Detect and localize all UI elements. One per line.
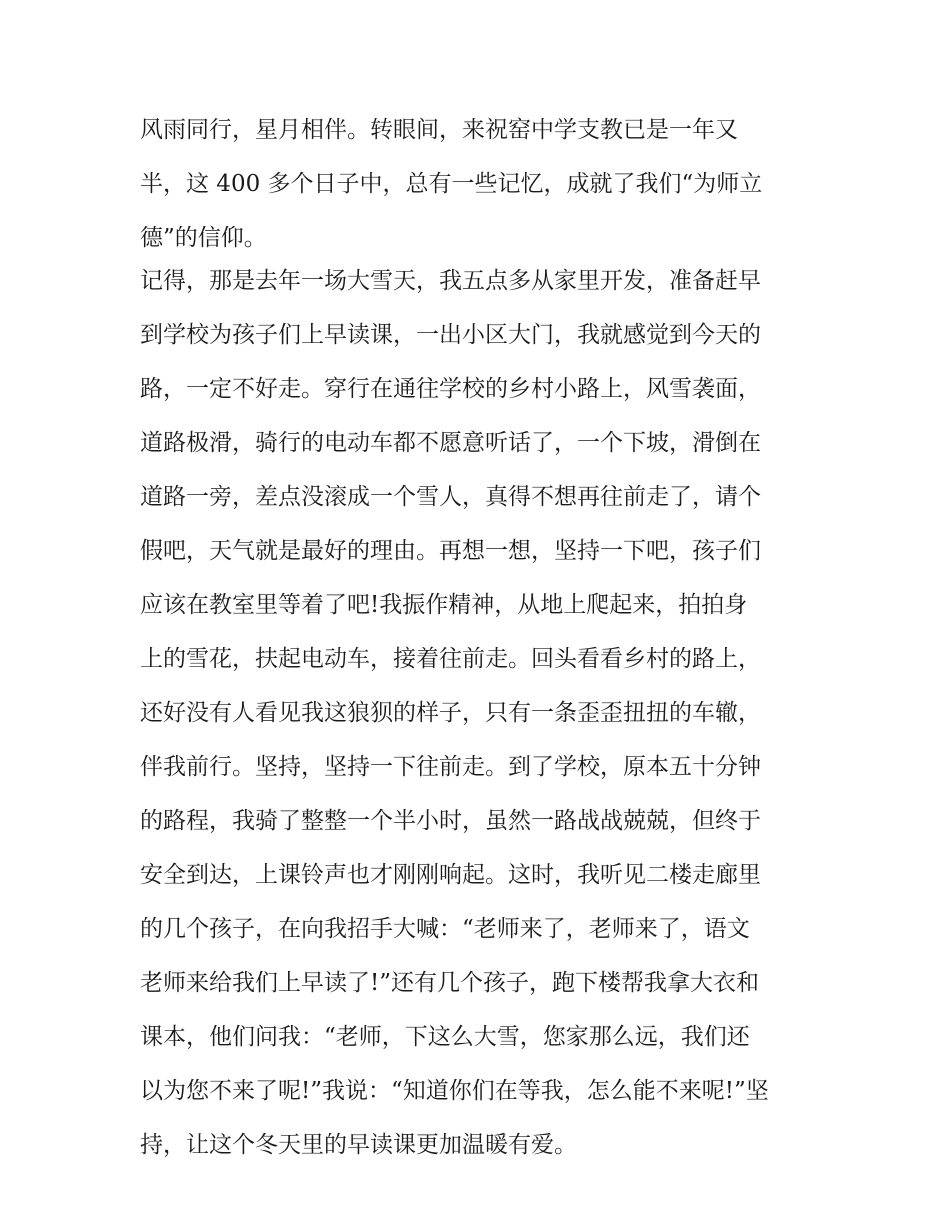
text-line: 安全到达，上课铃声也才刚刚响起。这时，我听见二楼走廊里 [140, 862, 761, 888]
text-line: 半，这 400 多个日子中，总有一些记忆，成就了我们“为师立 [140, 171, 763, 197]
text-line: 道路一旁，差点没滚成一个雪人，真得不想再往前走了，请个 [140, 484, 761, 510]
text-line: 假吧，天气就是最好的理由。再想一想，坚持一下吧，孩子们 [140, 538, 761, 564]
text-line: 路，一定不好走。穿行在通往学校的乡村小路上，风雪袭面， [140, 376, 761, 402]
text-line: 的路程，我骑了整整一个半小时，虽然一路战战兢兢，但终于 [140, 808, 761, 834]
text-line: 还好没有人看见我这狼狈的样子，只有一条歪歪扭扭的车辙， [140, 700, 761, 726]
text-line: 应该在教室里等着了吧!我振作精神，从地上爬起来，拍拍身 [140, 592, 748, 618]
text-line: 道路极滑，骑行的电动车都不愿意听话了，一个下坡，滑倒在 [140, 430, 761, 456]
text-line: 持，让这个冬天里的早读课更加温暖有爱。 [140, 1132, 577, 1158]
text-line: 伴我前行。坚持，坚持一下往前走。到了学校，原本五十分钟 [140, 754, 761, 780]
text-line: 上的雪花，扶起电动车，接着往前走。回头看看乡村的路上， [140, 646, 761, 672]
text-line: 课本，他们问我：“老师，下这么大雪，您家那么远，我们还 [140, 1024, 750, 1050]
text-line: 到学校为孩子们上早读课，一出小区大门，我就感觉到今天的 [140, 322, 761, 348]
text-line: 老师来给我们上早读了!”还有几个孩子，跑下楼帮我拿大衣和 [140, 970, 760, 996]
text-line: 记得，那是去年一场大雪天，我五点多从家里开发，准备赶早 [140, 268, 761, 294]
text-line: 的几个孩子，在向我招手大喊：“老师来了，老师来了，语文 [140, 916, 750, 942]
text-line: 风雨同行，星月相伴。转眼间，来祝窑中学支教已是一年又 [140, 117, 738, 143]
paragraph-intro [140, 103, 820, 265]
text-line: 德”的信仰。 [140, 225, 267, 251]
text-line: 以为您不来了呢!”我说：“知道你们在等我，怎么能不来呢!”坚 [140, 1078, 769, 1104]
paragraph-snow-day-story [140, 254, 820, 1172]
